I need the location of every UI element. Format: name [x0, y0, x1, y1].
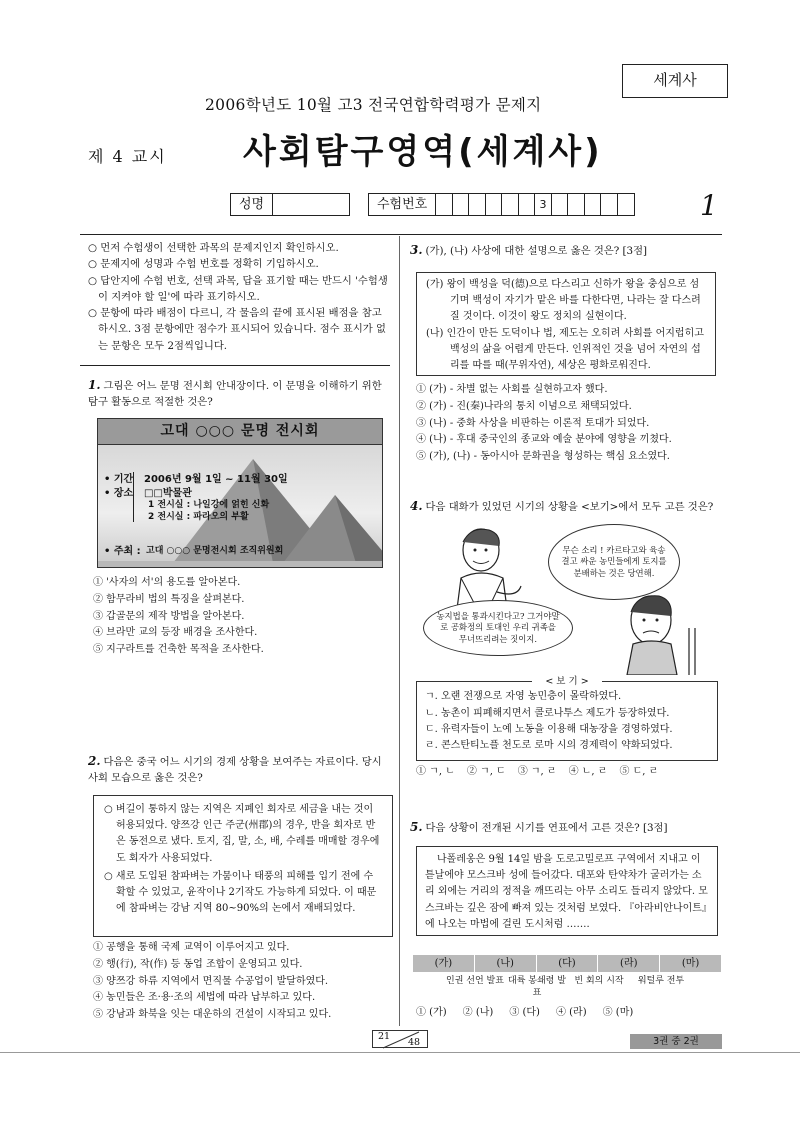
poster-divider — [133, 472, 134, 522]
q3-choices — [416, 382, 722, 466]
bogi-title: < 보 기 > — [532, 674, 602, 689]
choice[interactable]: ⑤ (가), (나) - 동아시아 문화권을 형성하는 핵심 요소였다. — [416, 451, 670, 463]
instruction-item: ○ 문제지에 성명과 수험 번호를 정확히 기입하시오. — [88, 258, 319, 271]
session-label: 제 4 교시 — [88, 147, 167, 166]
exam-number-cell[interactable] — [585, 194, 602, 215]
exam-number-cell[interactable] — [519, 194, 536, 215]
exam-number-cell[interactable] — [601, 194, 618, 215]
question-number: 5. — [410, 820, 423, 834]
choice[interactable]: ③ 양쯔강 하류 지역에서 면직물 수공업이 발달하였다. — [93, 975, 329, 987]
source-item: ○ 벼길이 통하지 않는 지역은 지폐인 회자로 세금을 내는 것이 허용되었다. 양쯔강 인근 주군(州郡)의 경우, 반을 회자로 반은 동전으로 냈다. 토지, 집, 말, 소, 배, 수레를 매매할 경우에도 회자가 사용되었다. — [104, 804, 380, 864]
question-number: 1. — [88, 378, 101, 392]
exam-number-cell[interactable] — [453, 194, 470, 215]
choice[interactable]: ③ ㄱ, ㄹ — [517, 766, 557, 777]
poster-host-label: • 주최 : — [104, 546, 141, 557]
q1-choices — [93, 575, 393, 659]
timeline-event: 인권 선언 발표 — [446, 976, 504, 986]
poster-title: 고대 ○○○ 문명 전시회 — [98, 419, 382, 445]
timeline-period: (나) — [475, 955, 537, 972]
q2-source-box — [93, 795, 393, 937]
name-label: 성명 — [231, 194, 273, 215]
q2-choices — [93, 940, 393, 1024]
question-2 — [88, 752, 393, 787]
poster-period: 2006년 9월 1일 ~ 11월 30일 — [144, 474, 288, 485]
instructions — [88, 240, 390, 354]
source-item: ○ 새로 도입된 참파벼는 가뭄이나 태풍의 피해를 입기 전에 수확할 수 있었고, 윤작이나 2기작도 가능하게 되었다. 이 때문에 참파벼는 강남 지역 80~90%의 논에서 재배되었다. — [104, 870, 377, 915]
timeline-period: (라) — [598, 955, 660, 972]
timeline-period: (다) — [537, 955, 599, 972]
page-number: 1 — [700, 189, 718, 222]
question-text: 다음은 중국 어느 시기의 경제 상황을 보여주는 자료이다. 당시 사회 모습으로 옳은 것은? — [88, 756, 382, 784]
choice[interactable]: ① ㄱ, ㄴ — [416, 766, 455, 777]
exam-number-cell[interactable] — [486, 194, 503, 215]
choice[interactable]: ① 공행을 통해 국제 교역이 이루어지고 있다. — [93, 942, 290, 953]
speech-bubble-right: 무슨 소리 ! 카르타고와 육송 결고 싸운 농민들에게 토지를 분배하는 것은 당연해. — [548, 524, 680, 600]
exam-number-cell[interactable] — [502, 194, 519, 215]
exam-number-cell[interactable] — [552, 194, 569, 215]
choice[interactable]: ② 행(行), 작(作) 등 동업 조합이 운영되고 있다. — [93, 958, 303, 970]
question-text: 다음 대화가 있었던 시기의 상황을 <보기>에서 모두 고른 것은? — [425, 501, 714, 513]
question-number: 3. — [410, 243, 423, 257]
subject-box: 세계사 — [622, 64, 728, 98]
header-divider — [80, 234, 722, 235]
name-field[interactable] — [230, 193, 350, 216]
timeline-period: (마) — [681, 958, 700, 969]
speech-bubble-left: 농지법을 통과시킨다고? 그거야말로 공화정의 토대인 우리 귀족을 무너뜨리려는 짓이지. — [423, 600, 573, 656]
timeline-event: 빈 회의 시작 — [574, 976, 624, 986]
poster-period-label: • 기간 — [104, 474, 134, 485]
question-text: 그림은 어느 문명 전시회 안내장이다. 이 문명을 이해하기 위한 탐구 활동으로 적절한 것은? — [88, 380, 382, 408]
exam-number-cell[interactable] — [618, 194, 635, 215]
footer-page-current: 21 — [378, 1031, 391, 1042]
exam-number-digit: 3 — [535, 194, 552, 215]
choice[interactable]: ② (가) - 진(秦)나라의 통치 이념으로 채택되었다. — [416, 400, 632, 412]
choice[interactable]: ③ (다) — [509, 1007, 540, 1018]
q4-bogi-box — [416, 676, 718, 761]
question-3 — [410, 241, 722, 260]
main-title: 사회탐구영역(세계사) — [243, 132, 603, 172]
choice[interactable]: ④ 농민들은 조·용·조의 세법에 따라 납부하고 있다. — [93, 992, 316, 1004]
choice[interactable]: ④ (나) - 후대 중국인의 종교와 예술 분야에 영향을 끼쳤다. — [416, 434, 672, 446]
timeline-period: (가) — [413, 955, 475, 972]
exhibition-poster — [97, 418, 383, 568]
poster-host: 고대 ○○○ 문명전시회 조직위원회 — [146, 546, 284, 556]
exam-number-cell[interactable] — [436, 194, 453, 215]
exam-number-label: 수험번호 — [369, 194, 436, 215]
exam-number-cell[interactable] — [469, 194, 486, 215]
question-number: 4. — [410, 499, 423, 513]
poster-place-label: • 장소 — [104, 488, 134, 499]
footer-page-box — [372, 1030, 428, 1048]
choice[interactable]: ① '사자의 서'의 용도를 알아본다. — [93, 577, 241, 588]
instruction-item: ○ 먼저 수험생이 선택한 과목의 문제지인지 확인하시오. — [88, 242, 339, 254]
timeline-event: 대륙 봉쇄령 발표 — [508, 976, 566, 998]
question-text: 다음 상황이 전개된 시기를 연표에서 고른 것은? [3점] — [425, 822, 668, 834]
exam-number-cell[interactable] — [568, 194, 585, 215]
q5-choices — [416, 1005, 722, 1022]
dialogue-illustration — [413, 520, 721, 675]
choice[interactable]: ⑤ ㄷ, ㄹ — [619, 766, 659, 777]
choice[interactable]: ① (가) - 차별 없는 사회를 실현하고자 했다. — [416, 384, 608, 395]
bogi-item: ㄴ. 농촌이 피폐해지면서 콜로나투스 제도가 등장하였다. — [425, 707, 670, 719]
choice[interactable]: ⑤ (마) — [602, 1007, 634, 1018]
footer-line — [0, 1052, 800, 1053]
choice[interactable]: ② 함무라비 법의 특징을 살펴본다. — [93, 593, 245, 605]
instruction-item: ○ 문항에 따라 배점이 다르니, 각 물음의 끝에 표시된 배점을 참고하시오. 3점 문항에만 점수가 표시되어 있습니다. 점수 표시가 없는 문항은 모두 2점씩입니다. — [88, 307, 386, 352]
choice[interactable]: ① (가) — [416, 1007, 447, 1018]
poster-hall-1: 1 전시실 : 나일강에 얽힌 신화 — [148, 500, 270, 510]
instruction-item: ○ 답안지에 수험 번호, 선택 과목, 답을 표기할 때는 반드시 '수험생이 지켜야 할 일'에 따라 표기하시오. — [88, 274, 388, 303]
question-5 — [410, 818, 722, 837]
footer-page-total: 48 — [408, 1037, 421, 1048]
exam-number-field[interactable] — [368, 193, 635, 216]
question-text: (가), (나) 사상에 대한 설명으로 옳은 것은? [3점] — [425, 245, 648, 257]
choice[interactable]: ⑤ 지구라트를 건축한 목적을 조사한다. — [93, 644, 264, 656]
q3-source-box — [416, 272, 716, 376]
source-na: (나) 인간이 만든 도덕이나 법, 제도는 오히려 사회를 어지럽히고 백성의 삶을 어렵게 만든다. 인위적인 것을 넘어 자연의 섭리를 따를 때(무위자연), 세상은 평화로워진다. — [426, 327, 704, 371]
q5-source-box: 나폴레옹은 9월 14일 밤을 도로고밀로프 구역에서 지내고 이튿날에야 모스크바 성에 들어갔다. 대포와 탄약차가 굴러가는 소리 외에는 거리의 정적을 깨뜨리는 아무 소리도 들리지 않았다. 모스크바는 깊은 잠에 빠져 있는 것처럼 보였다. 『아라비안나이트』에 나오는 마법에 걸린 도시처럼 ……. — [416, 846, 718, 936]
question-number: 2. — [88, 754, 101, 768]
poster-image — [98, 445, 383, 568]
question-4 — [410, 497, 722, 516]
timeline-event: 워털루 전투 — [637, 976, 685, 986]
question-1 — [88, 376, 393, 411]
choice[interactable]: ② (나) — [462, 1007, 494, 1018]
bogi-item: ㄱ. 오랜 전쟁으로 자영 농민층이 몰락하였다. — [425, 691, 622, 703]
choice[interactable]: ③ (나) - 중화 사상을 비판하는 이론적 토대가 되었다. — [416, 417, 650, 429]
choice[interactable]: ④ 브라만 교의 등장 배경을 조사한다. — [93, 627, 258, 639]
footer-volume: 3권 중 2권 — [630, 1034, 722, 1049]
exam-title: 2006학년도 10월 고3 전국연합학력평가 문제지 — [205, 96, 542, 114]
instructions-divider — [80, 365, 390, 366]
column-divider — [399, 236, 400, 1026]
poster-hall-2: 2 전시실 : 파라오의 부활 — [148, 512, 249, 522]
choice[interactable]: ⑤ 강남과 화북을 잇는 대운하의 건설이 시작되고 있다. — [93, 1009, 332, 1021]
bogi-item: ㄷ. 유력자들이 노예 노동을 이용해 대농장을 경영하였다. — [425, 723, 673, 735]
poster-place: □□박물관 — [144, 488, 192, 499]
timeline — [413, 955, 721, 972]
choice[interactable]: ② ㄱ, ㄷ — [466, 766, 506, 777]
q4-choices — [416, 764, 722, 781]
choice[interactable]: ③ 갑골문의 제작 방법을 알아본다. — [93, 610, 245, 622]
choice[interactable]: ④ ㄴ, ㄹ — [568, 766, 608, 777]
choice[interactable]: ④ (라) — [555, 1007, 587, 1018]
source-ga: (가) 왕이 백성을 덕(德)으로 다스리고 신하가 왕을 충심으로 섬기며 백성이 자기가 맡은 바를 다한다면, 나라는 잘 다스려질 것이다. 이것이 왕도 정치의 실현이다. — [426, 279, 701, 323]
bogi-item: ㄹ. 콘스탄티노플 천도로 로마 시의 경제력이 약화되었다. — [425, 739, 673, 751]
